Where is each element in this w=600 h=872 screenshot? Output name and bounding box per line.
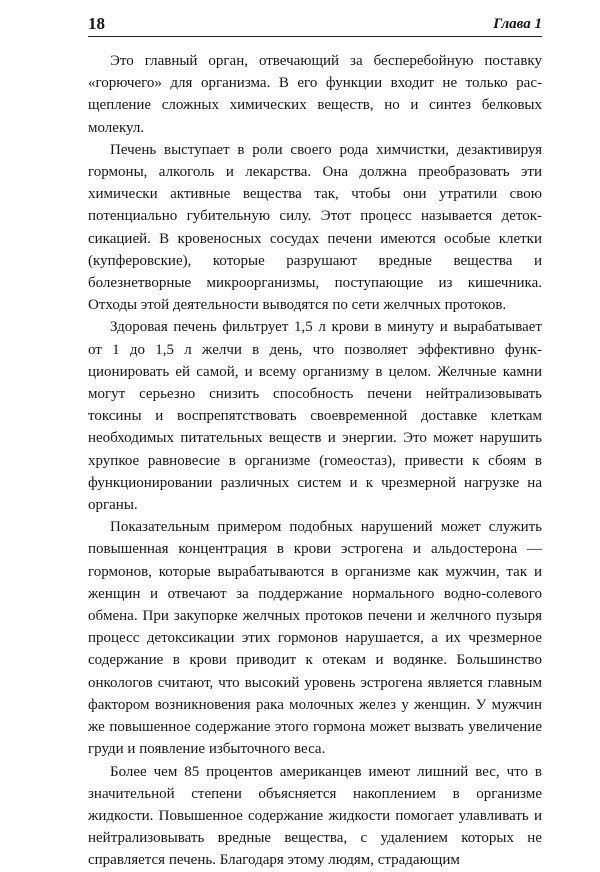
paragraph: Это главный орган, отвечающий за бесперебойную поставку «горючего» для организма. В его функции входит не только расщепление сложных химических веществ, но и синтез белковых молекул.: [88, 53, 542, 136]
paragraph: Печень выступает в роли своего рода химчистки, дезактивируя гормоны, алкоголь и лекарства. Она должна преобразовать эти химически активные вещества так, чтобы они утратили свою потенциально губительную силу. Этот процесс называется детоксикацией. В кровеносных сосудах печени имеются особые клетки (купферовские), которые разрушают вредные вещества и болезнетворные микроорганизмы, поступающие из кишечника. Отходы этой деятельности выводятся по сети желчных протоков.: [88, 141, 542, 314]
running-head: [88, 14, 542, 37]
book-page: [88, 14, 542, 872]
page-number: 18: [88, 14, 105, 33]
paragraph: Здоровая печень фильтрует 1,5 л крови в минуту и вырабатывает от 1 до 1,5 л желчи в день, что позволяет эффективно функционировать ей самой, и всему организму в целом. Желчные камни могут серьезно снизить способность печени нейтрализовывать токсины и воспрепятствовать своевременной доставке клеткам необходимых питательных веществ и энергии. Это может нарушить хрупкое равновесие в организме (гомеостаз), привести к сбоям в функционировании различных систем и к чрезмерной нагрузке на органы.: [88, 319, 542, 514]
paragraph: Более чем 85 процентов американцев имеют лишний вес, что в значительной степени объясняется накоплением в организме жидкости. Повышенное содержание жидкости помогает улавливать и нейтрализовывать вредные вещества, с удалением которых не справляется печень. Благодаря этому людям, страдающим: [88, 763, 542, 869]
chapter-title: Глава 1: [487, 14, 542, 34]
paragraph: Показательным примером подобных нарушений может служить повышенная концентрация в крови эстрогена и альдостерона — гормонов, которые вырабатываются в организме как мужчин, так и женщин и отвечают за поддержание нормального водно-солевого обмена. При закупорке желчных протоков печени и желчного пузыря процесс детоксикации этих гормонов нарушается, а их чрезмерное содержание в крови приводит к отекам и водянке. Большинство онкологов считают, что высокий уровень эстрогена является главным фактором возникновения рака молочных желез у женщин. У мужчин же повышенное содержание этого гормона может вызвать увеличение груди и появление избыточного веса.: [88, 519, 542, 758]
body-text: [88, 50, 542, 872]
